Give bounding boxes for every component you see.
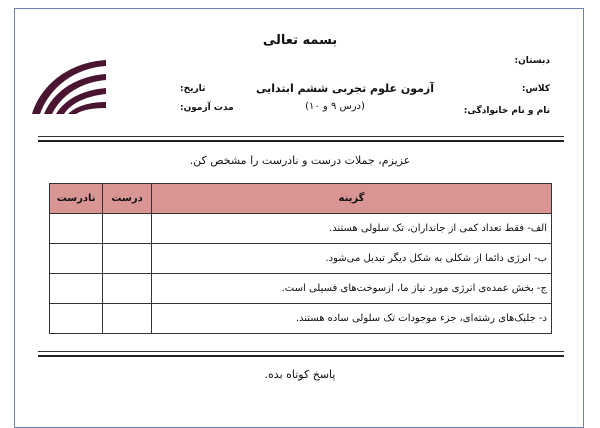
statement-cell: ب- انرژی دائما از شکلی به شکل دیگر تبدیل می‌شود. [151, 244, 551, 274]
statement-cell: د- جلبک‌های رشته‌ای، جزء موجودات تک سلولی ساده هستند. [151, 304, 551, 334]
duration-label: مدت آزمون: [180, 103, 234, 113]
incorrect-answer-cell[interactable] [50, 274, 103, 304]
class-label: کلاس: [521, 84, 550, 94]
exam-lessons: (درس ۹ و ۱۰) [305, 101, 365, 112]
correct-answer-cell[interactable] [103, 304, 152, 334]
option-column-header: گزینه [151, 184, 551, 214]
incorrect-answer-cell[interactable] [50, 214, 103, 244]
table-header-row [50, 184, 552, 214]
incorrect-column-header: نادرست [50, 184, 103, 214]
incorrect-answer-cell[interactable] [50, 244, 103, 274]
correct-answer-cell[interactable] [103, 214, 152, 244]
school-logo-icon [28, 52, 108, 120]
correct-answer-cell[interactable] [103, 244, 152, 274]
statement-cell: الف- فقط تعداد کمی از جانداران، تک سلولی هستند. [151, 214, 551, 244]
incorrect-answer-cell[interactable] [50, 304, 103, 334]
correct-answer-cell[interactable] [103, 274, 152, 304]
correct-column-header: درست [103, 184, 152, 214]
section-divider-bottom [38, 355, 564, 357]
header-divider-bottom [38, 140, 564, 142]
statement-cell: ج- بخش عمده‌ی انرژی مورد نیاز ما، ازسوخت‌های فسیلی است. [151, 274, 551, 304]
true-false-table [49, 183, 552, 334]
exam-title: آزمون علوم تجربی ششم ابتدایی [255, 82, 435, 95]
table-row [50, 304, 552, 334]
school-label: دبستان: [514, 56, 550, 66]
page-title: بسمه تعالی [262, 33, 338, 48]
date-label: تاریخ: [180, 84, 206, 94]
section1-instruction: عزیزم، جملات درست و نادرست را مشخص کن. [189, 154, 411, 167]
table-row [50, 274, 552, 304]
section-divider-top [38, 351, 564, 352]
table-row [50, 214, 552, 244]
header-divider-top [38, 136, 564, 137]
section2-instruction: پاسخ کوتاه بده. [264, 368, 336, 381]
student-name-label: نام و نام خانوادگی: [463, 106, 550, 116]
table-row [50, 244, 552, 274]
